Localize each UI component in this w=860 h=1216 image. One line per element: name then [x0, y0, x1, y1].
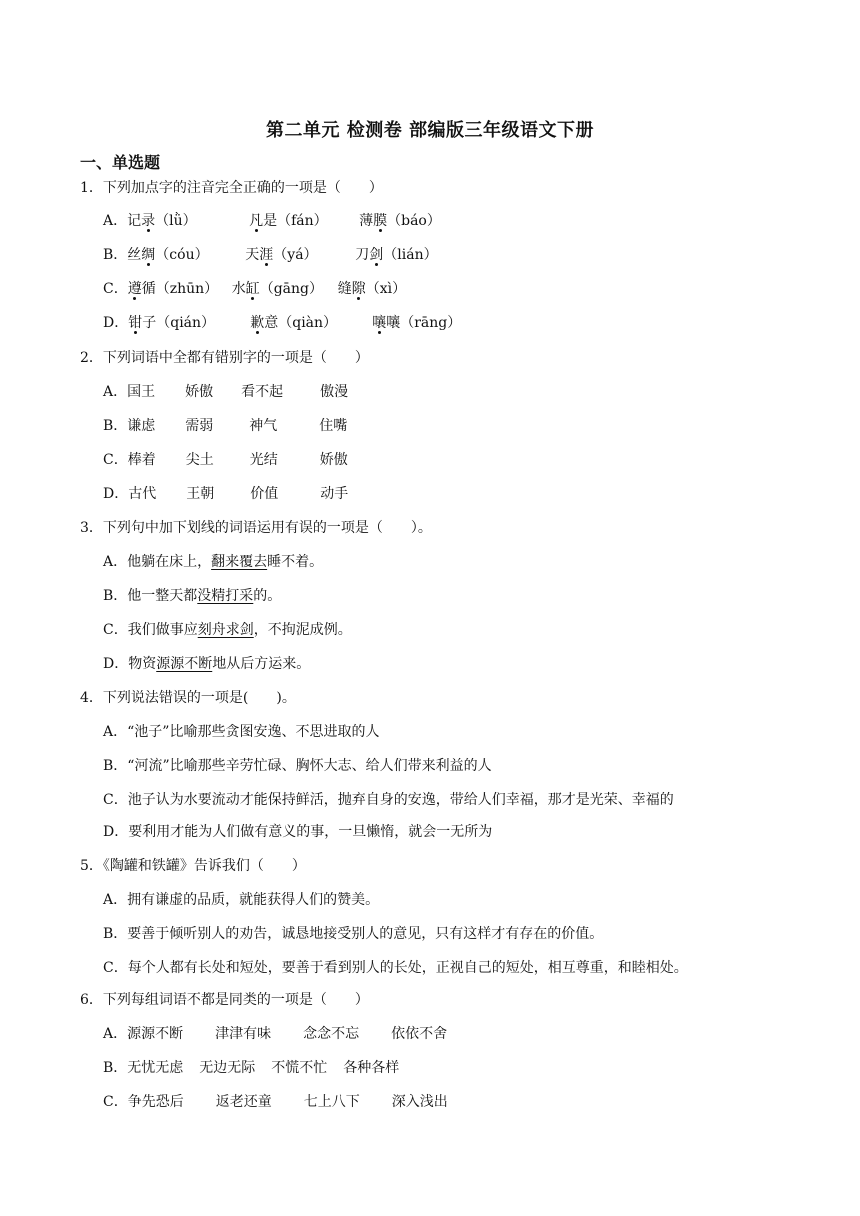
- q6-option-a[interactable]: [103, 1024, 447, 1044]
- option-text: “池子”比喻那些贪图安逸、不思进取的人: [127, 724, 380, 740]
- q2-word: 古代: [128, 486, 157, 502]
- q2-word: 娇傲: [185, 384, 214, 400]
- option-label: D．: [103, 656, 129, 672]
- option-label: C．: [103, 1094, 128, 1110]
- q6-word: 津津有味: [215, 1026, 272, 1042]
- question-4-stem: 4．下列说法错误的一项是( )。: [80, 690, 296, 706]
- underlined-phrase: 源源不断: [156, 656, 213, 672]
- option-label: A．: [103, 384, 128, 400]
- q1-d-word-3: 嚷嚷（rāng）: [372, 315, 462, 331]
- q3-option-a[interactable]: A．他躺在床上，翻来覆去睡不着。: [103, 554, 324, 570]
- q1-b-word-1: 丝绸（cóu）: [127, 247, 209, 263]
- option-label: C．: [103, 622, 128, 638]
- underlined-phrase: 翻来覆去: [211, 554, 268, 570]
- q5-option-b[interactable]: [103, 924, 603, 944]
- q6-word: 返老还童: [215, 1094, 272, 1110]
- q3-option-b[interactable]: B．他一整天都没精打采的。: [103, 588, 282, 604]
- option-label: A．: [103, 1026, 128, 1042]
- q2-word: 娇傲: [319, 452, 348, 468]
- option-label: D．: [103, 315, 129, 331]
- q2-word: 住嘴: [319, 418, 348, 434]
- q4-option-b[interactable]: [103, 756, 492, 776]
- option-label: C．: [103, 960, 128, 976]
- q5-option-a[interactable]: [103, 890, 379, 910]
- q2-word: 价值: [250, 486, 279, 502]
- option-label: B．: [103, 926, 128, 942]
- option-label: D．: [103, 824, 129, 840]
- q1-d-word-2: 歉意（qiàn）: [250, 315, 338, 331]
- option-label: A．: [103, 213, 128, 229]
- q2-word: 傲漫: [320, 384, 349, 400]
- q1-d-word-1: 钳子（qián）: [128, 315, 216, 331]
- q1-option-a[interactable]: [103, 211, 441, 231]
- question-6-stem: 6．下列每组词语不都是同类的一项是（ ）: [80, 992, 369, 1008]
- q2-option-a[interactable]: [103, 382, 348, 402]
- section-heading: 一、单选题: [80, 153, 161, 172]
- q3-option-c[interactable]: C．我们做事应刻舟求剑，不拘泥成例。: [103, 622, 352, 638]
- q2-option-b[interactable]: [103, 416, 347, 436]
- q6-word: 源源不断: [127, 1026, 184, 1042]
- q2-word: 神气: [249, 418, 278, 434]
- option-text: 池子认为水要流动才能保持鲜活，抛弃自身的安逸，带给人们幸福，那才是光荣、幸福的: [127, 792, 674, 808]
- q6-word: 无边无际: [199, 1060, 256, 1076]
- q2-word: 国王: [127, 384, 156, 400]
- q2-word: 棒着: [127, 452, 156, 468]
- option-label: C．: [103, 792, 128, 808]
- q6-word: 无忧无虑: [127, 1060, 184, 1076]
- q6-word: 各种各样: [343, 1060, 400, 1076]
- q1-option-b[interactable]: [103, 245, 438, 265]
- page-title: 第二单元 检测卷 部编版三年级语文下册: [265, 120, 595, 141]
- q2-word: 谦虑: [127, 418, 156, 434]
- option-label: D．: [103, 486, 129, 502]
- q1-c-word-2: 水缸（gāng）: [231, 281, 324, 297]
- question-3-stem: 3．下列句中加下划线的词语运用有误的一项是（ ）。: [80, 520, 432, 536]
- q1-option-d[interactable]: [103, 313, 461, 333]
- option-text: “河流”比喻那些辛劳忙碌、胸怀大志、给人们带来利益的人: [127, 758, 492, 774]
- option-label: A．: [103, 892, 128, 908]
- q6-word: 争先恐后: [127, 1094, 184, 1110]
- option-label: B．: [103, 758, 128, 774]
- option-label: B．: [103, 588, 128, 604]
- option-label: B．: [103, 1060, 128, 1076]
- q2-option-c[interactable]: [103, 450, 348, 470]
- q2-word: 光结: [249, 452, 278, 468]
- q6-option-c[interactable]: [103, 1092, 448, 1112]
- q2-word: 王朝: [186, 486, 215, 502]
- q1-a-word-3: 薄膜（báo）: [359, 213, 441, 229]
- q2-word: 尖土: [185, 452, 214, 468]
- q6-word: 七上八下: [303, 1094, 360, 1110]
- option-label: B．: [103, 418, 128, 434]
- option-label: A．: [103, 554, 128, 570]
- q1-c-word-1: 遵循（zhūn）: [127, 281, 219, 297]
- q6-word: 依依不舍: [391, 1026, 448, 1042]
- option-text: 要善于倾听别人的劝告，诚恳地接受别人的意见，只有这样才有存在的价值。: [127, 926, 604, 942]
- q2-option-d[interactable]: [103, 484, 348, 504]
- q4-option-d[interactable]: [103, 822, 492, 842]
- underlined-phrase: 没精打采: [197, 588, 254, 604]
- q1-b-word-2: 天涯（yá）: [245, 247, 318, 263]
- q1-a-word-1: 记录（lǜ）: [127, 213, 197, 229]
- option-label: C．: [103, 452, 128, 468]
- q1-b-word-3: 刀剑（lián）: [355, 247, 438, 263]
- q2-word: 需弱: [185, 418, 214, 434]
- q2-word: 动手: [320, 486, 349, 502]
- q1-a-word-2: 凡是（fán）: [249, 213, 328, 229]
- q6-word: 深入浅出: [391, 1094, 448, 1110]
- q2-word: 看不起: [241, 384, 284, 400]
- question-2-stem: 2．下列词语中全都有错别字的一项是（ ）: [80, 350, 369, 366]
- q4-option-c[interactable]: [103, 790, 674, 810]
- q6-word: 念念不忘: [303, 1026, 360, 1042]
- q5-option-c[interactable]: [103, 958, 688, 978]
- q3-option-d[interactable]: D．物资源源不断地从后方运来。: [103, 656, 311, 672]
- option-text: 拥有谦虚的品质，就能获得人们的赞美。: [127, 892, 380, 908]
- option-text: 每个人都有长处和短处，要善于看到别人的长处，正视自己的短处，相互尊重，和睦相处。: [127, 960, 688, 976]
- q1-option-c[interactable]: [103, 279, 406, 299]
- q1-c-word-3: 缝隙（xì）: [337, 281, 407, 297]
- underlined-phrase: 刻舟求剑: [197, 622, 254, 638]
- q4-option-a[interactable]: [103, 722, 379, 742]
- q6-word: 不慌不忙: [271, 1060, 328, 1076]
- q6-option-b[interactable]: [103, 1058, 399, 1078]
- option-label: B．: [103, 247, 128, 263]
- option-label: A．: [103, 724, 128, 740]
- question-5-stem: 5．《陶罐和铁罐》告诉我们（ ）: [80, 858, 306, 874]
- option-label: C．: [103, 281, 128, 297]
- question-1-stem: 1．下列加点字的注音完全正确的一项是（ ）: [80, 180, 383, 196]
- option-text: 要利用才能为人们做有意义的事，一旦懒惰，就会一无所为: [128, 824, 493, 840]
